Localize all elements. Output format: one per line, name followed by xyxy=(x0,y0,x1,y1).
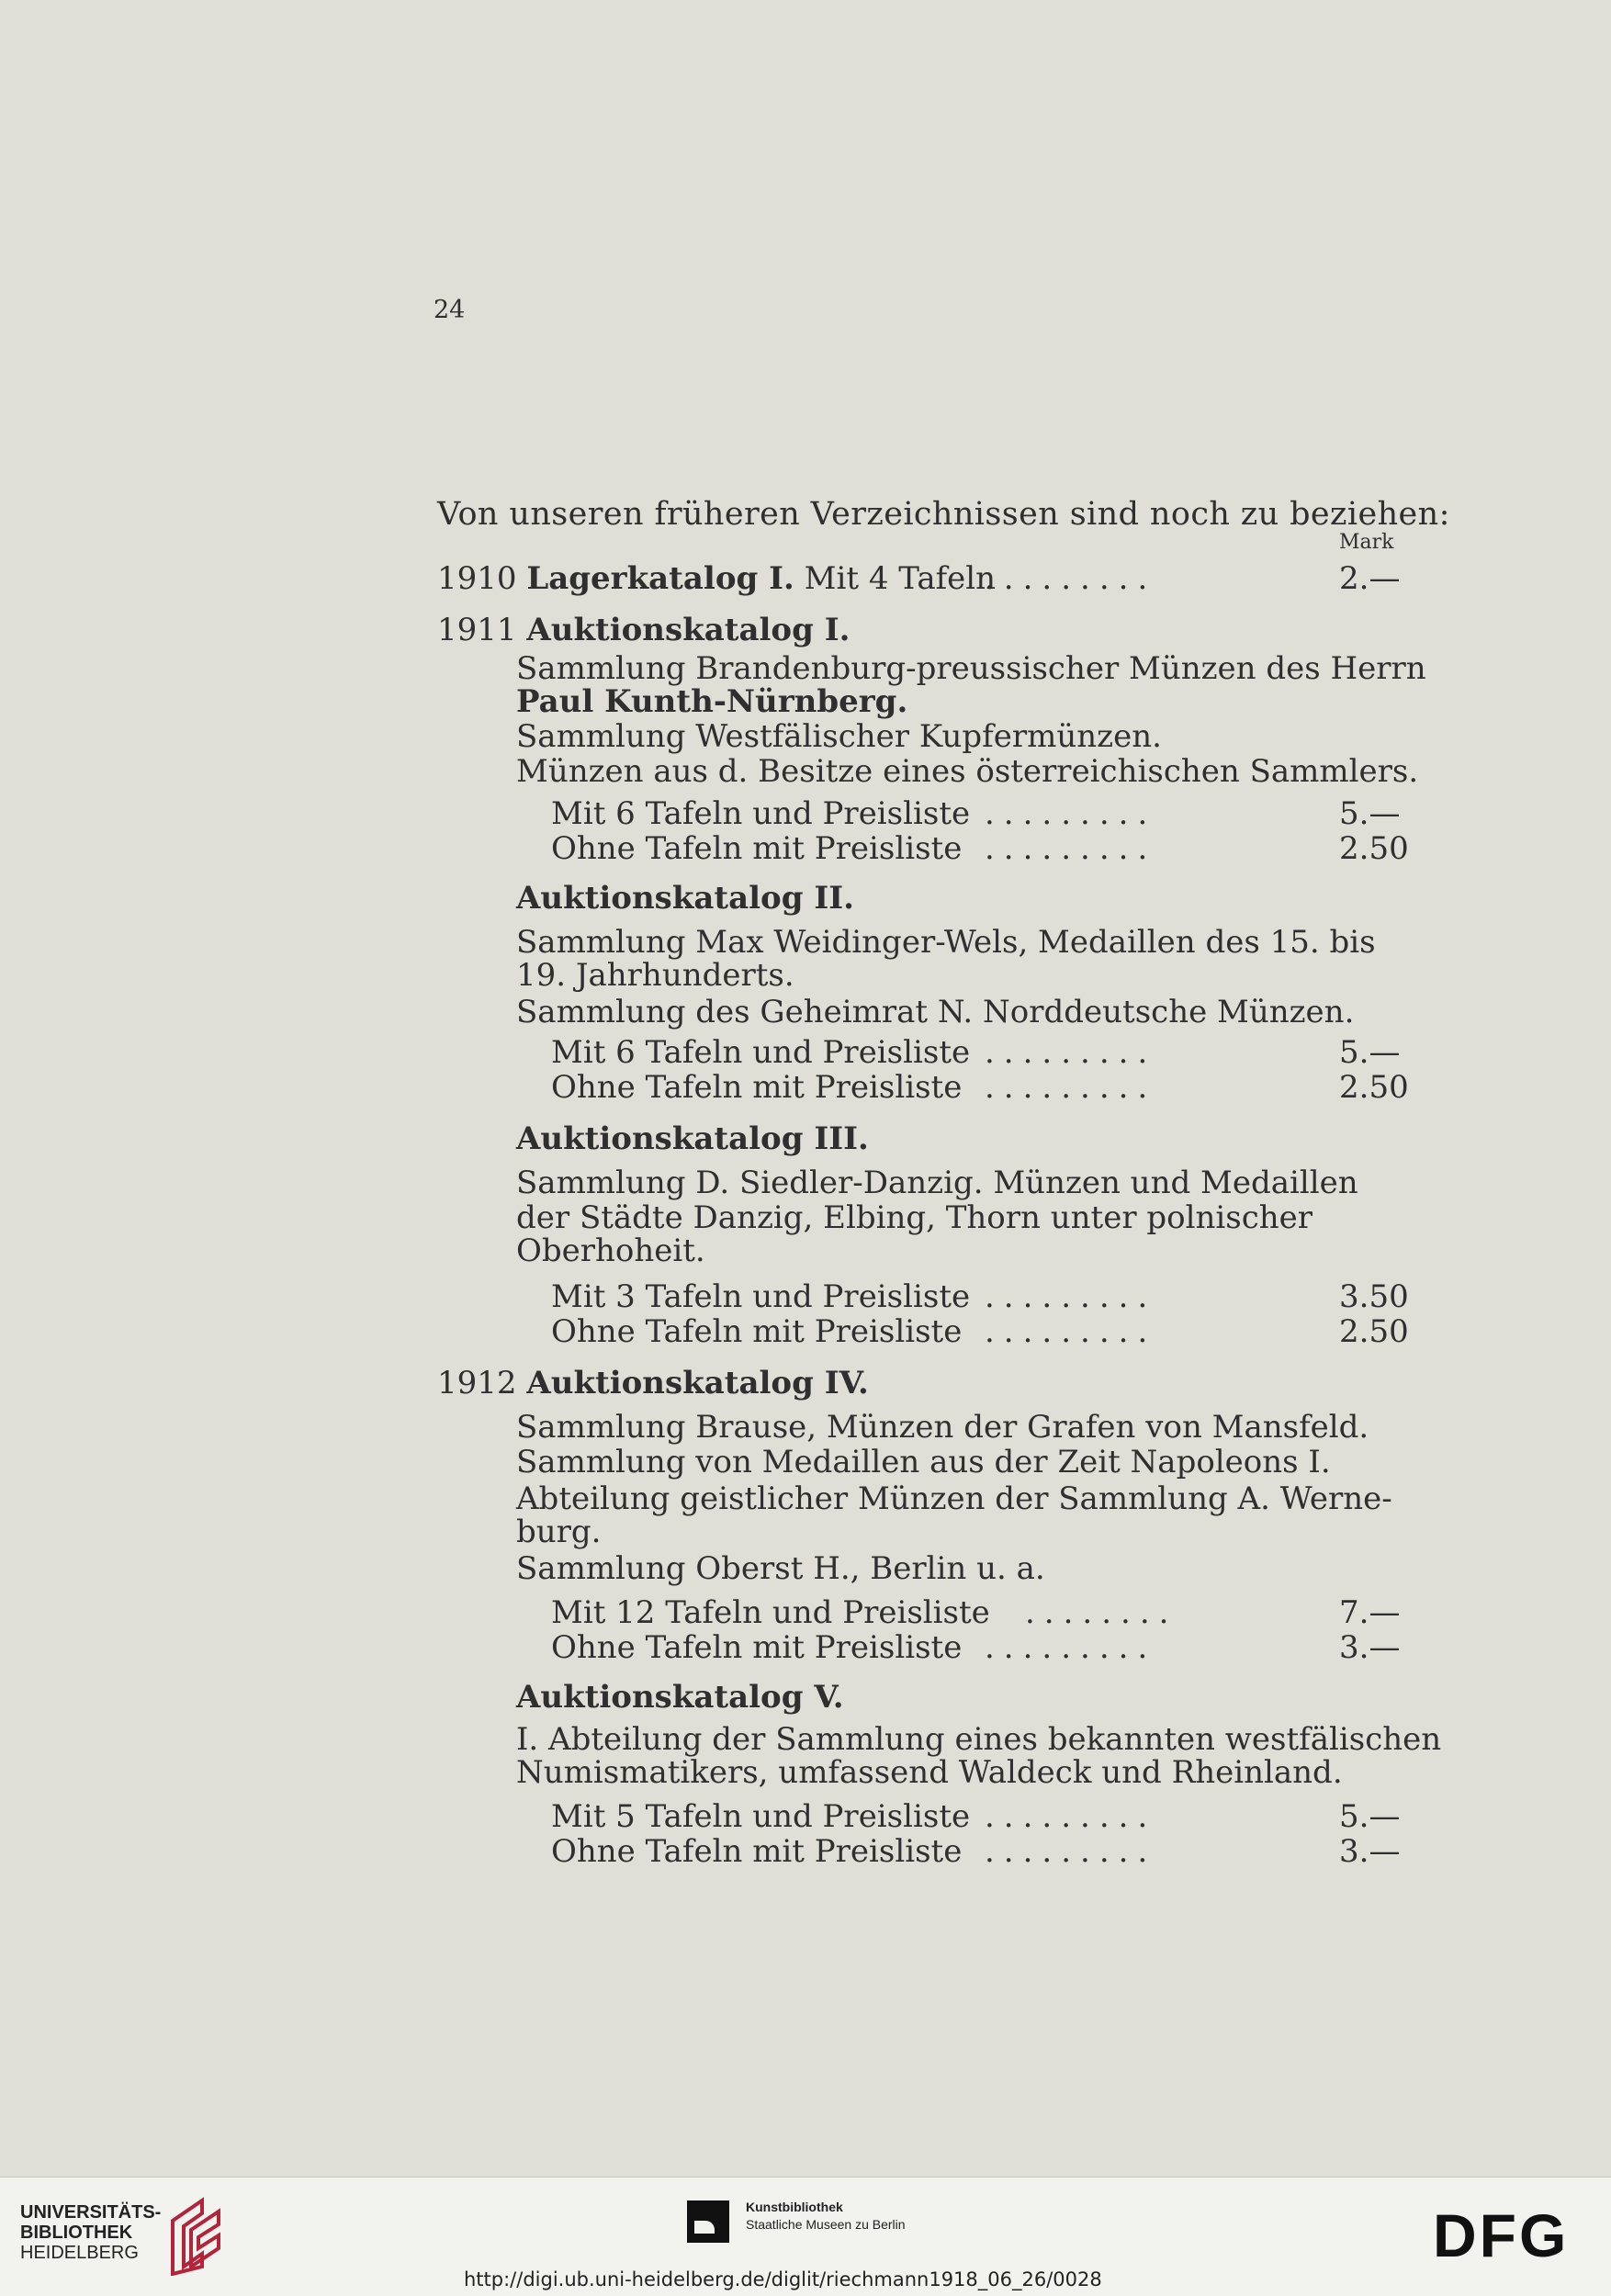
catalog-title: Auktionskatalog V. xyxy=(516,1679,844,1716)
catalog-text: Oberhoheit. xyxy=(516,1232,705,1269)
catalog-line xyxy=(551,1034,970,1071)
catalog-line xyxy=(516,1409,1369,1446)
page-number: 24 xyxy=(434,296,466,324)
dfg-logo: DFG xyxy=(1433,2201,1570,2269)
catalog-text: Sammlung von Medaillen aus der Zeit Napoleons I. xyxy=(516,1444,1331,1480)
leader-dots: ......... xyxy=(985,1313,1157,1350)
leader-dots: ......... xyxy=(985,1629,1157,1666)
leader-dots: ......... xyxy=(985,830,1157,867)
catalog-title: Lagerkatalog I. xyxy=(526,560,794,597)
catalog-line xyxy=(516,1679,844,1716)
catalog-text: Sammlung des Geheimrat N. Norddeutsche Münzen. xyxy=(516,994,1355,1030)
catalog-text: Sammlung Max Weidinger-Wels, Medaillen des 15. bis xyxy=(516,924,1376,961)
catalog-line xyxy=(516,650,1426,687)
catalog-text: Abteilung geistlicher Münzen der Sammlung A. Werne- xyxy=(516,1480,1392,1517)
catalog-text: Ohne Tafeln mit Preisliste xyxy=(551,1833,963,1870)
leader-dots: ........ xyxy=(1025,1594,1178,1631)
catalog-line xyxy=(437,560,996,597)
catalog-text: Sammlung Oberst H., Berlin u. a. xyxy=(516,1550,1045,1587)
ub-line-3: HEIDELBERG xyxy=(20,2243,139,2263)
kb-line-2: Staatliche Museen zu Berlin xyxy=(746,2217,906,2232)
catalog-text: Ohne Tafeln mit Preisliste xyxy=(551,1069,963,1106)
permalink-url[interactable]: http://digi.ub.uni-heidelberg.de/diglit/riechmann1918_06_26/0028 xyxy=(464,2268,1102,2290)
catalog-line xyxy=(551,1069,962,1106)
mark-column-label: Mark xyxy=(1339,531,1394,554)
price: 2.50 xyxy=(1339,830,1409,867)
price: 5.— xyxy=(1339,1798,1401,1835)
catalog-line xyxy=(437,1365,869,1401)
catalog-text: Numismatikers, umfassend Waldeck und Rheinland. xyxy=(516,1754,1343,1791)
catalog-line xyxy=(551,1833,962,1870)
catalog-line xyxy=(551,830,962,867)
catalog-title: Paul Kunth-Nürnberg. xyxy=(516,683,908,720)
price: 5.— xyxy=(1339,1034,1401,1071)
leader-dots: ......... xyxy=(985,1833,1157,1870)
catalog-title: Auktionskatalog I. xyxy=(526,612,851,648)
catalog-line xyxy=(516,957,794,994)
catalog-line xyxy=(551,1594,990,1631)
catalog-text: I. Abteilung der Sammlung eines bekannten westfälischen xyxy=(516,1721,1442,1758)
catalog-line xyxy=(516,1444,1331,1480)
catalog-line xyxy=(516,1754,1343,1791)
catalog-text: Ohne Tafeln mit Preisliste xyxy=(551,1313,963,1350)
catalog-title: Auktionskatalog II. xyxy=(516,880,854,917)
price: 2.— xyxy=(1339,560,1401,597)
catalog-text: der Städte Danzig, Elbing, Thorn unter polnischer xyxy=(516,1199,1313,1236)
catalog-line xyxy=(551,1313,962,1350)
ub-line-2: BIBLIOTHEK xyxy=(20,2223,133,2243)
catalog-line xyxy=(516,718,1162,755)
price: 2.50 xyxy=(1339,1313,1409,1350)
catalog-text: Mit 5 Tafeln und Preisliste xyxy=(551,1798,971,1835)
catalog-text: Mit 6 Tafeln und Preisliste xyxy=(551,795,971,832)
catalog-title: Auktionskatalog III. xyxy=(516,1120,869,1157)
catalog-line xyxy=(516,1120,869,1157)
catalog-line xyxy=(551,1629,962,1666)
catalog-line xyxy=(516,683,907,720)
catalog-text: Mit 4 Tafeln xyxy=(794,560,997,597)
kunstbibliothek-label xyxy=(746,2199,906,2234)
leader-dots: ......... xyxy=(985,560,1157,597)
price: 3.50 xyxy=(1339,1278,1409,1315)
catalog-text: Mit 3 Tafeln und Preisliste xyxy=(551,1278,971,1315)
year: 1912 xyxy=(437,1365,527,1401)
kunstbibliothek-logo-icon xyxy=(687,2200,729,2243)
catalog-line xyxy=(516,1514,602,1550)
leader-dots: ......... xyxy=(985,1034,1157,1071)
catalog-line xyxy=(516,1550,1045,1587)
catalog-text: 19. Jahrhunderts. xyxy=(516,957,794,994)
catalog-text: Sammlung Brause, Münzen der Grafen von Mansfeld. xyxy=(516,1409,1369,1446)
price: 3.— xyxy=(1339,1629,1401,1666)
ub-heidelberg-label xyxy=(20,2202,161,2263)
year: 1911 xyxy=(437,612,527,648)
leader-dots: ......... xyxy=(985,1069,1157,1106)
price: 5.— xyxy=(1339,795,1401,832)
year: 1910 xyxy=(437,560,527,597)
leader-dots: ......... xyxy=(985,1798,1157,1835)
catalog-text: burg. xyxy=(516,1514,602,1550)
price: 7.— xyxy=(1339,1594,1401,1631)
catalog-text: Mit 6 Tafeln und Preisliste xyxy=(551,1034,971,1071)
ub-line-1: UNIVERSITÄTS- xyxy=(20,2202,162,2223)
catalog-line xyxy=(516,880,854,917)
catalog-line xyxy=(551,1798,970,1835)
catalog-line xyxy=(516,1199,1312,1236)
kb-line-1: Kunstbibliothek xyxy=(746,2200,843,2214)
catalog-text: Sammlung Westfälischer Kupfermünzen. xyxy=(516,718,1162,755)
catalog-text: Sammlung D. Siedler-Danzig. Münzen und Medaillen xyxy=(516,1165,1358,1201)
catalog-text: Ohne Tafeln mit Preisliste xyxy=(551,1629,963,1666)
leader-dots: ......... xyxy=(985,1278,1157,1315)
catalog-line xyxy=(437,612,850,648)
catalog-line xyxy=(516,994,1354,1030)
catalog-title: Auktionskatalog IV. xyxy=(526,1365,869,1401)
catalog-line xyxy=(551,1278,970,1315)
catalog-line xyxy=(516,1165,1358,1201)
catalog-text: Sammlung Brandenburg-preussischer Münzen des Herrn xyxy=(516,650,1426,687)
leader-dots: ......... xyxy=(985,795,1157,832)
catalog-line xyxy=(516,1232,705,1269)
price: 2.50 xyxy=(1339,1069,1409,1106)
catalog-line xyxy=(516,1721,1441,1758)
catalog-line xyxy=(516,753,1418,790)
intro-line: Von unseren früheren Verzeichnissen sind noch zu beziehen: xyxy=(437,496,1450,533)
catalog-text: Münzen aus d. Besitze eines österreichischen Sammlers. xyxy=(516,753,1419,790)
catalog-line xyxy=(516,924,1376,961)
catalog-line xyxy=(551,795,970,832)
price: 3.— xyxy=(1339,1833,1401,1870)
ub-logo-icon xyxy=(165,2193,222,2276)
catalog-line xyxy=(516,1480,1392,1517)
catalog-text: Ohne Tafeln mit Preisliste xyxy=(551,830,963,867)
catalog-text: Mit 12 Tafeln und Preisliste xyxy=(551,1594,990,1631)
